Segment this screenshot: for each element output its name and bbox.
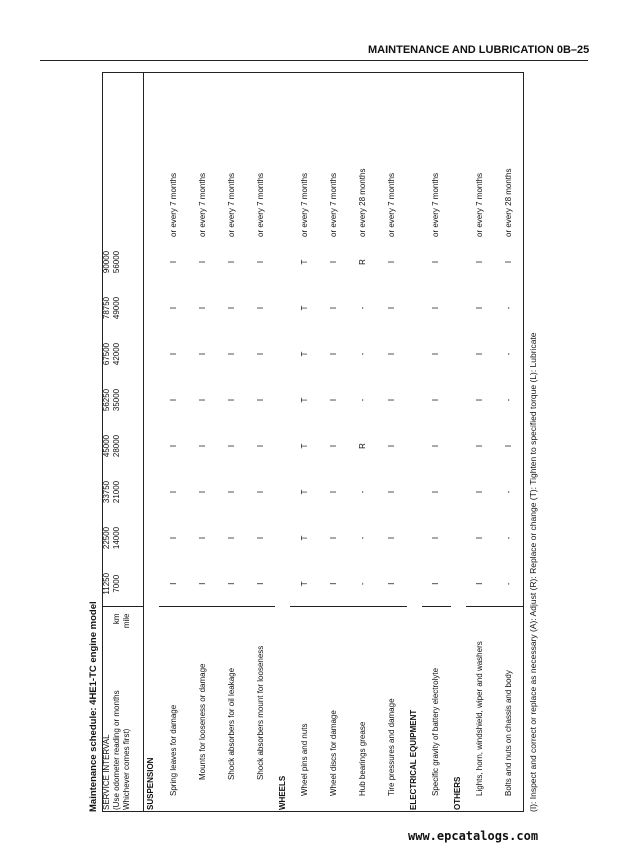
interval-mile: 56000 bbox=[112, 250, 121, 274]
interval-mile: 7000 bbox=[112, 574, 121, 593]
item-label: Hub bearings grease bbox=[358, 721, 368, 796]
item-label: Lights, horn, windshield, wiper and washers bbox=[475, 641, 485, 796]
watermark: www.epcatalogs.com bbox=[408, 829, 539, 843]
schedule-cell: T bbox=[299, 489, 309, 495]
interval-km: 78750 bbox=[102, 296, 111, 320]
table-row bbox=[246, 72, 275, 812]
interval-note: or every 7 months bbox=[328, 172, 338, 237]
schedule-cell: I bbox=[188, 561, 217, 607]
table-header-row bbox=[102, 72, 143, 812]
section-row bbox=[407, 72, 422, 812]
schedule-cell: I bbox=[197, 536, 207, 540]
schedule-cell: - bbox=[504, 398, 514, 402]
schedule-cell: I bbox=[328, 536, 338, 540]
interval-note: or every 7 months bbox=[387, 172, 397, 237]
table-row bbox=[378, 72, 407, 812]
schedule-cell: I bbox=[328, 352, 338, 356]
schedule-cell: - bbox=[358, 306, 368, 310]
interval-header-1 bbox=[102, 561, 143, 607]
schedule-cell: - bbox=[495, 561, 524, 607]
schedule-cell: T bbox=[299, 397, 309, 403]
item-label: Spring leaves for damage bbox=[168, 704, 178, 796]
table-row bbox=[466, 72, 495, 812]
section-row bbox=[451, 72, 466, 812]
interval-mile: 28000 bbox=[112, 434, 121, 458]
interval-note: or every 7 months bbox=[431, 172, 441, 237]
schedule-cell: I bbox=[378, 561, 407, 607]
schedule-cell: I bbox=[387, 536, 397, 540]
schedule-cell: I bbox=[387, 306, 397, 310]
maintenance-schedule-table bbox=[102, 72, 524, 812]
legend: (I): Inspect and correct or replace as necessary (A): Adjust (R): Replace or change (T): Tighten to specified torque (L): Lubricate bbox=[528, 332, 538, 812]
interval-header-7 bbox=[102, 285, 143, 331]
schedule-cell: I bbox=[255, 260, 265, 264]
schedule-cell: I bbox=[431, 260, 441, 264]
schedule-cell: I bbox=[226, 444, 236, 448]
schedule-cell: I bbox=[475, 352, 485, 356]
page-header: MAINTENANCE AND LUBRICATION 0B–25 bbox=[368, 44, 590, 56]
schedule-cell: I bbox=[431, 536, 441, 540]
schedule-cell: I bbox=[168, 536, 178, 540]
service-interval-note-2: Whichever comes first) bbox=[122, 728, 131, 810]
interval-header-2 bbox=[102, 515, 143, 561]
item-label: Specific gravity of battery electrolyte bbox=[431, 667, 441, 796]
schedule-cell: I bbox=[504, 260, 514, 264]
table-row bbox=[319, 72, 348, 812]
section-heading: SUSPENSION bbox=[146, 757, 156, 810]
section-row bbox=[143, 72, 159, 812]
schedule-cell: I bbox=[328, 306, 338, 310]
item-label: Mounts for looseness or damage bbox=[197, 663, 207, 780]
service-interval-label: SERVICE INTERVAL bbox=[102, 734, 111, 810]
schedule-cell: T bbox=[290, 561, 319, 607]
schedule-cell: I bbox=[197, 352, 207, 356]
schedule-cell: I bbox=[255, 490, 265, 494]
schedule-cell: I bbox=[387, 490, 397, 494]
interval-km: 67500 bbox=[102, 342, 111, 366]
schedule-cell: I bbox=[431, 306, 441, 310]
schedule-cell: T bbox=[299, 259, 309, 265]
schedule-cell: I bbox=[466, 561, 495, 607]
schedule-cell: I bbox=[159, 561, 188, 607]
schedule-cell: I bbox=[475, 398, 485, 402]
schedule-cell: I bbox=[197, 444, 207, 448]
schedule-cell: I bbox=[255, 398, 265, 402]
schedule-cell: - bbox=[348, 561, 377, 607]
rotated-schedule-panel bbox=[80, 72, 560, 812]
schedule-cell: - bbox=[504, 352, 514, 356]
schedule-cell: I bbox=[168, 398, 178, 402]
schedule-cell: - bbox=[504, 306, 514, 310]
interval-note: or every 7 months bbox=[299, 172, 309, 237]
table-row bbox=[290, 72, 319, 812]
table-row bbox=[348, 72, 377, 812]
note-header bbox=[102, 72, 143, 239]
schedule-cell: I bbox=[431, 444, 441, 448]
schedule-cell: I bbox=[475, 490, 485, 494]
schedule-cell: I bbox=[328, 490, 338, 494]
schedule-cell: - bbox=[504, 490, 514, 494]
interval-header-8 bbox=[102, 239, 143, 285]
interval-note: or every 28 months bbox=[504, 168, 514, 237]
schedule-cell: I bbox=[387, 398, 397, 402]
schedule-cell: T bbox=[299, 305, 309, 311]
schedule-cell: - bbox=[358, 490, 368, 494]
schedule-cell: I bbox=[328, 444, 338, 448]
item-label: Wheel discs for damage bbox=[328, 710, 338, 796]
interval-mile: 14000 bbox=[112, 526, 121, 550]
schedule-cell: I bbox=[168, 490, 178, 494]
interval-km: 33750 bbox=[102, 480, 111, 504]
schedule-cell: - bbox=[358, 398, 368, 402]
schedule-cell: I bbox=[475, 260, 485, 264]
interval-km: 45000 bbox=[102, 434, 111, 458]
schedule-cell: R bbox=[358, 443, 368, 449]
schedule-cell: I bbox=[504, 444, 514, 448]
interval-mile: 35000 bbox=[112, 388, 121, 412]
schedule-cell: I bbox=[475, 444, 485, 448]
section-row bbox=[275, 72, 290, 812]
interval-km: 90000 bbox=[102, 250, 111, 274]
interval-header-3 bbox=[102, 469, 143, 515]
interval-km: 22500 bbox=[102, 526, 111, 550]
interval-note: or every 7 months bbox=[197, 172, 207, 237]
schedule-cell: I bbox=[226, 260, 236, 264]
schedule-cell: T bbox=[299, 351, 309, 357]
schedule-cell: I bbox=[475, 536, 485, 540]
interval-header-4 bbox=[102, 423, 143, 469]
schedule-cell: I bbox=[475, 306, 485, 310]
header-rule bbox=[40, 60, 588, 61]
unit-km-label: km bbox=[112, 613, 121, 625]
schedule-cell: - bbox=[504, 536, 514, 540]
schedule-cell: I bbox=[255, 536, 265, 540]
schedule-cell: I bbox=[226, 398, 236, 402]
item-label: Bolts and nuts on chassis and body bbox=[504, 670, 514, 796]
schedule-cell: I bbox=[197, 490, 207, 494]
schedule-cell: - bbox=[358, 536, 368, 540]
table-row bbox=[217, 72, 246, 812]
interval-header-5 bbox=[102, 377, 143, 423]
schedule-cell: I bbox=[226, 352, 236, 356]
interval-note: or every 7 months bbox=[255, 172, 265, 237]
unit-mile-label: mile bbox=[122, 613, 131, 629]
schedule-cell: I bbox=[431, 352, 441, 356]
item-label: Tire pressures and damage bbox=[387, 698, 397, 796]
schedule-cell: I bbox=[328, 260, 338, 264]
item-label: Shock absorbers mount for looseness bbox=[255, 645, 265, 780]
schedule-cell: I bbox=[387, 444, 397, 448]
schedule-cell: I bbox=[226, 536, 236, 540]
schedule-cell: I bbox=[197, 306, 207, 310]
interval-note: or every 28 months bbox=[358, 168, 368, 237]
schedule-cell: I bbox=[217, 561, 246, 607]
schedule-cell: I bbox=[422, 561, 451, 607]
schedule-cell: I bbox=[168, 306, 178, 310]
section-heading: WHEELS bbox=[277, 775, 287, 810]
schedule-cell: I bbox=[226, 490, 236, 494]
schedule-cell: I bbox=[255, 444, 265, 448]
interval-header-6 bbox=[102, 331, 143, 377]
schedule-cell: I bbox=[319, 561, 348, 607]
interval-note: or every 7 months bbox=[475, 172, 485, 237]
schedule-cell: I bbox=[255, 306, 265, 310]
interval-note: or every 7 months bbox=[226, 172, 236, 237]
service-interval-header bbox=[102, 607, 143, 812]
schedule-cell: I bbox=[197, 260, 207, 264]
interval-mile: 21000 bbox=[112, 480, 121, 504]
interval-mile: 42000 bbox=[112, 342, 121, 366]
table-row bbox=[495, 72, 524, 812]
schedule-cell: I bbox=[255, 352, 265, 356]
schedule-cell: R bbox=[358, 259, 368, 265]
schedule-cell: I bbox=[431, 398, 441, 402]
interval-mile: 49000 bbox=[112, 296, 121, 320]
schedule-cell: I bbox=[168, 444, 178, 448]
table-row bbox=[159, 72, 188, 812]
schedule-cell: I bbox=[387, 352, 397, 356]
schedule-title: Maintenance schedule: 4HE1-TC engine model bbox=[88, 601, 99, 812]
schedule-cell: I bbox=[168, 260, 178, 264]
schedule-cell: I bbox=[387, 260, 397, 264]
item-label: Shock absorbers for oil leakage bbox=[226, 667, 236, 780]
schedule-cell: I bbox=[328, 398, 338, 402]
table-row bbox=[422, 72, 451, 812]
table-row bbox=[188, 72, 217, 812]
schedule-cell: I bbox=[226, 306, 236, 310]
interval-km: 11250 bbox=[102, 572, 111, 595]
schedule-cell: I bbox=[246, 561, 275, 607]
schedule-cell: - bbox=[358, 352, 368, 356]
interval-km: 56250 bbox=[102, 388, 111, 412]
schedule-cell: I bbox=[197, 398, 207, 402]
interval-note: or every 7 months bbox=[168, 172, 178, 237]
section-heading: ELECTRICAL EQUIPMENT bbox=[409, 709, 419, 810]
section-heading: OTHERS bbox=[453, 776, 463, 810]
schedule-cell: I bbox=[431, 490, 441, 494]
schedule-cell: I bbox=[168, 352, 178, 356]
schedule-cell: T bbox=[299, 443, 309, 449]
schedule-cell: T bbox=[299, 535, 309, 541]
service-interval-note-1: (Use odometer reading or months bbox=[112, 690, 121, 810]
item-label: Wheel pins and nuts bbox=[299, 723, 309, 796]
